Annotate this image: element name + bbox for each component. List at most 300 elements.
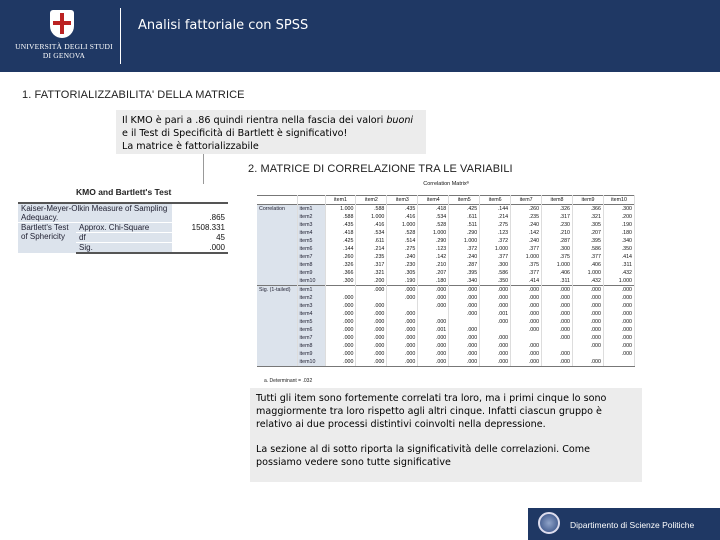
bartlett-stat-sig: Sig. — [76, 243, 172, 254]
matrix-cell: .000 — [511, 350, 542, 358]
matrix-cell: .290 — [449, 229, 480, 237]
matrix-cell: .372 — [480, 237, 511, 245]
matrix-group-correlation — [257, 221, 297, 229]
matrix-cell: .000 — [573, 302, 604, 310]
matrix-column-header: item9 — [573, 196, 604, 205]
matrix-cell: .425 — [325, 237, 356, 245]
matrix-cell: .000 — [542, 318, 573, 326]
bartlett-label: Bartlett's Test of Sphericity — [18, 223, 76, 254]
matrix-cell: .000 — [387, 358, 418, 367]
matrix-cell: .326 — [542, 205, 573, 214]
matrix-row — [257, 237, 635, 245]
kmo-note-line2: e il Test di Specificità di Bartlett è significativo! — [122, 128, 348, 139]
matrix-cell — [387, 302, 418, 310]
matrix-cell: .350 — [480, 277, 511, 286]
matrix-row-label: item3 — [297, 221, 325, 229]
matrix-cell: .000 — [542, 350, 573, 358]
matrix-row-label: item7 — [297, 253, 325, 261]
matrix-cell: .000 — [603, 310, 634, 318]
matrix-cell — [573, 350, 604, 358]
matrix-cell: .000 — [356, 302, 387, 310]
matrix-cell: .000 — [603, 294, 634, 302]
matrix-cell: .000 — [325, 350, 356, 358]
matrix-row-label: item5 — [297, 318, 325, 326]
matrix-row — [257, 326, 635, 334]
matrix-cell: .240 — [449, 253, 480, 261]
matrix-group-correlation — [257, 229, 297, 237]
matrix-cell: .311 — [542, 277, 573, 286]
matrix-group-correlation — [257, 269, 297, 277]
matrix-cell: 1.000 — [480, 245, 511, 253]
matrix-cell: .000 — [418, 334, 449, 342]
matrix-cell: .586 — [573, 245, 604, 253]
kmo-label: Kaiser-Meyer-Olkin Measure of Sampling Adequacy. — [18, 203, 172, 223]
matrix-cell: .414 — [511, 277, 542, 286]
matrix-row — [257, 286, 635, 295]
matrix-cell: .300 — [542, 245, 573, 253]
matrix-cell: 1.000 — [542, 261, 573, 269]
matrix-cell: .000 — [480, 334, 511, 342]
matrix-cell: .300 — [603, 205, 634, 214]
matrix-row — [257, 261, 635, 269]
matrix-group-significance — [257, 294, 297, 302]
matrix-cell: .000 — [418, 342, 449, 350]
matrix-cell: .000 — [418, 302, 449, 310]
matrix-cell — [356, 294, 387, 302]
matrix-group-correlation — [257, 261, 297, 269]
matrix-cell — [449, 318, 480, 326]
matrix-cell: .000 — [418, 318, 449, 326]
matrix-cell: .395 — [449, 269, 480, 277]
matrix-cell: .000 — [387, 334, 418, 342]
matrix-cell: .418 — [325, 229, 356, 237]
matrix-cell: .340 — [449, 277, 480, 286]
matrix-cell: .000 — [387, 350, 418, 358]
matrix-cell: .611 — [449, 213, 480, 221]
matrix-row-label: item3 — [297, 302, 325, 310]
matrix-cell: .432 — [573, 277, 604, 286]
matrix-cell: .305 — [387, 269, 418, 277]
bartlett-value-chi: 1508.331 — [172, 223, 228, 233]
matrix-row — [257, 253, 635, 261]
matrix-cell: .321 — [356, 269, 387, 277]
matrix-cell: .377 — [573, 253, 604, 261]
matrix-cell: .611 — [356, 237, 387, 245]
matrix-cell: .000 — [480, 318, 511, 326]
matrix-cell: .000 — [573, 342, 604, 350]
matrix-cell: .000 — [511, 302, 542, 310]
matrix-cell: .000 — [418, 286, 449, 295]
matrix-cell: .000 — [480, 358, 511, 367]
matrix-cell: 1.000 — [325, 205, 356, 214]
matrix-cell: .000 — [387, 318, 418, 326]
matrix-group-correlation — [257, 213, 297, 221]
connector-line — [203, 154, 204, 184]
matrix-cell: .528 — [418, 221, 449, 229]
matrix-cell: .000 — [573, 310, 604, 318]
matrix-column-header: item10 — [603, 196, 634, 205]
matrix-cell: .377 — [480, 253, 511, 261]
matrix-cell: .000 — [511, 326, 542, 334]
matrix-cell: .000 — [325, 326, 356, 334]
matrix-row — [257, 245, 635, 253]
matrix-row-label: item4 — [297, 310, 325, 318]
matrix-column-header: item3 — [387, 196, 418, 205]
matrix-cell: .000 — [356, 350, 387, 358]
matrix-cell: .000 — [542, 334, 573, 342]
matrix-group-significance — [257, 334, 297, 342]
matrix-cell: .000 — [603, 326, 634, 334]
matrix-row — [257, 269, 635, 277]
matrix-cell: .190 — [603, 221, 634, 229]
matrix-cell: .377 — [511, 245, 542, 253]
matrix-group-significance — [257, 342, 297, 350]
matrix-group-significance — [257, 326, 297, 334]
section-heading-1: 1. FATTORIALIZZABILITA' DELLA MATRICE — [22, 89, 245, 101]
bartlett-value-df: 45 — [172, 233, 228, 243]
matrix-cell: .000 — [325, 318, 356, 326]
kmo-table — [18, 202, 228, 254]
matrix-cell: .000 — [480, 294, 511, 302]
matrix-cell: .000 — [480, 342, 511, 350]
matrix-cell: .001 — [480, 310, 511, 318]
matrix-cell: .000 — [449, 350, 480, 358]
matrix-cell: .260 — [511, 205, 542, 214]
matrix-row-label: item9 — [297, 269, 325, 277]
matrix-cell: .000 — [542, 294, 573, 302]
department-seal-icon — [538, 512, 560, 534]
matrix-cell: .317 — [356, 261, 387, 269]
matrix-cell: .287 — [449, 261, 480, 269]
matrix-cell: .406 — [542, 269, 573, 277]
matrix-cell: .375 — [542, 253, 573, 261]
matrix-cell: .240 — [511, 221, 542, 229]
matrix-cell: 1.000 — [511, 253, 542, 261]
matrix-cell: .000 — [449, 286, 480, 295]
matrix-cell: .366 — [573, 205, 604, 214]
interpretation-para1: Tutti gli item sono fortemente correlati tra loro, ma i primi cinque lo sono maggiormente tra loro rispetto agli altri cinque. Infatti ciascun gruppo è relativo ai due processi distintivi coinvolti nella depressione. — [256, 393, 607, 430]
matrix-cell: .000 — [449, 342, 480, 350]
matrix-cell: .000 — [542, 302, 573, 310]
matrix-cell: .000 — [603, 350, 634, 358]
matrix-cell: .200 — [356, 277, 387, 286]
matrix-cell: .123 — [418, 245, 449, 253]
matrix-cell: .000 — [387, 294, 418, 302]
matrix-cell: .300 — [480, 261, 511, 269]
matrix-group-correlation — [257, 245, 297, 253]
matrix-cell: .372 — [449, 245, 480, 253]
matrix-cell: .144 — [325, 245, 356, 253]
matrix-group-significance: Sig. (1-tailed) — [257, 286, 297, 295]
matrix-cell: .416 — [387, 213, 418, 221]
matrix-group-significance — [257, 358, 297, 367]
matrix-cell: .207 — [573, 229, 604, 237]
matrix-cell: .000 — [511, 358, 542, 367]
matrix-cell: .000 — [573, 294, 604, 302]
matrix-cell: .230 — [387, 261, 418, 269]
matrix-cell: .123 — [480, 229, 511, 237]
matrix-row — [257, 334, 635, 342]
matrix-column-header: item8 — [542, 196, 573, 205]
matrix-cell: .000 — [449, 310, 480, 318]
matrix-cell: .528 — [387, 229, 418, 237]
matrix-row — [257, 318, 635, 326]
matrix-header-row — [257, 196, 635, 205]
matrix-cell: .000 — [418, 294, 449, 302]
matrix-cell: .534 — [418, 213, 449, 221]
matrix-cell: .000 — [449, 358, 480, 367]
matrix-cell — [542, 342, 573, 350]
university-name-line1: UNIVERSITÀ DEGLI STUDI — [15, 42, 113, 51]
matrix-cell: .142 — [511, 229, 542, 237]
matrix-cell: .180 — [418, 277, 449, 286]
matrix-cell: .235 — [356, 253, 387, 261]
matrix-cell: .000 — [449, 302, 480, 310]
kmo-note-line1-text: Il KMO è pari a .86 quindi rientra nella fascia dei valori — [122, 115, 387, 126]
matrix-row — [257, 213, 635, 221]
matrix-corner — [257, 196, 297, 205]
matrix-cell: 1.000 — [449, 237, 480, 245]
matrix-cell: .275 — [480, 221, 511, 229]
matrix-cell: .000 — [511, 286, 542, 295]
matrix-row-label: item6 — [297, 326, 325, 334]
matrix-cell: .000 — [542, 310, 573, 318]
matrix-row-label: item5 — [297, 237, 325, 245]
matrix-cell: .366 — [325, 269, 356, 277]
matrix-row-label: item8 — [297, 261, 325, 269]
matrix-cell: .000 — [356, 286, 387, 295]
matrix-cell — [603, 358, 634, 367]
matrix-group-correlation — [257, 277, 297, 286]
matrix-cell: .588 — [356, 205, 387, 214]
university-name — [8, 42, 120, 60]
matrix-cell: .416 — [356, 221, 387, 229]
matrix-cell: .000 — [325, 358, 356, 367]
matrix-cell: .418 — [418, 205, 449, 214]
matrix-cell: .377 — [511, 269, 542, 277]
interpretation-para2: La sezione al di sotto riporta la significatività delle correlazioni. Come possiamo vedere sono tutte significative — [256, 444, 591, 468]
matrix-cell: .000 — [480, 286, 511, 295]
matrix-cell: .000 — [387, 310, 418, 318]
matrix-cell: .000 — [356, 358, 387, 367]
matrix-row-label: item2 — [297, 213, 325, 221]
matrix-cell: .414 — [603, 253, 634, 261]
matrix-cell: .375 — [511, 261, 542, 269]
matrix-table — [257, 195, 635, 367]
matrix-row — [257, 229, 635, 237]
department-name: Dipartimento di Scienze Politiche — [570, 520, 695, 530]
matrix-cell: .000 — [480, 302, 511, 310]
matrix-row-label: item2 — [297, 294, 325, 302]
matrix-cell: .000 — [449, 326, 480, 334]
kmo-note-emphasis: buoni — [386, 115, 414, 126]
matrix-cell: .000 — [542, 286, 573, 295]
matrix-cell: .000 — [603, 342, 634, 350]
matrix-cell: .210 — [542, 229, 573, 237]
matrix-row — [257, 310, 635, 318]
matrix-cell: .534 — [356, 229, 387, 237]
matrix-group-correlation — [257, 253, 297, 261]
matrix-cell: .000 — [449, 294, 480, 302]
matrix-cell: .000 — [356, 342, 387, 350]
kmo-table-title: KMO and Bartlett's Test — [76, 187, 172, 197]
slide-title: Analisi fattoriale con SPSS — [138, 18, 309, 33]
matrix-cell: .000 — [325, 342, 356, 350]
matrix-row — [257, 358, 635, 367]
matrix-cell: .200 — [603, 213, 634, 221]
kmo-note — [116, 110, 426, 154]
matrix-title: Correlation Matrixª — [423, 181, 469, 187]
matrix-footnote: a. Determinant = .032 — [264, 378, 313, 384]
matrix-group-significance — [257, 350, 297, 358]
matrix-cell: .000 — [511, 310, 542, 318]
matrix-cell: .000 — [603, 302, 634, 310]
matrix-column-header: item1 — [325, 196, 356, 205]
matrix-cell: .000 — [325, 310, 356, 318]
matrix-cell: .000 — [603, 334, 634, 342]
matrix-cell: .000 — [542, 358, 573, 367]
matrix-column-header: item5 — [449, 196, 480, 205]
matrix-cell: .000 — [356, 318, 387, 326]
matrix-cell: .305 — [573, 221, 604, 229]
matrix-group-significance — [257, 302, 297, 310]
matrix-cell: .214 — [356, 245, 387, 253]
matrix-cell: .300 — [325, 277, 356, 286]
bartlett-stat-chi: Approx. Chi-Square — [76, 223, 172, 233]
matrix-cell: .000 — [387, 342, 418, 350]
header-bar — [0, 0, 720, 72]
matrix-row-label: item7 — [297, 334, 325, 342]
header-divider — [120, 8, 121, 64]
matrix-cell: .406 — [573, 261, 604, 269]
matrix-column-header: item7 — [511, 196, 542, 205]
matrix-cell: .000 — [542, 326, 573, 334]
matrix-cell: .000 — [573, 318, 604, 326]
matrix-cell: .260 — [325, 253, 356, 261]
matrix-cell: .000 — [573, 286, 604, 295]
matrix-group-significance — [257, 318, 297, 326]
matrix-row-label: item10 — [297, 277, 325, 286]
matrix-column-header: item6 — [480, 196, 511, 205]
matrix-row-label: item8 — [297, 342, 325, 350]
matrix-group-correlation: Correlation — [257, 205, 297, 214]
matrix-cell: .230 — [542, 221, 573, 229]
matrix-row — [257, 205, 635, 214]
matrix-cell: .207 — [418, 269, 449, 277]
bartlett-stat-df: df — [76, 233, 172, 243]
matrix-row — [257, 277, 635, 286]
matrix-cell: 1.000 — [418, 229, 449, 237]
matrix-row-label: item10 — [297, 358, 325, 367]
matrix-cell: .425 — [449, 205, 480, 214]
matrix-row-label: item1 — [297, 286, 325, 295]
matrix-cell: .142 — [418, 253, 449, 261]
matrix-cell: .000 — [356, 334, 387, 342]
matrix-cell: 1.000 — [387, 221, 418, 229]
matrix-row-label: item4 — [297, 229, 325, 237]
kmo-value: .865 — [172, 203, 228, 223]
matrix-cell: .588 — [325, 213, 356, 221]
matrix-row — [257, 294, 635, 302]
matrix-cell: .000 — [449, 334, 480, 342]
matrix-cell: .287 — [542, 237, 573, 245]
matrix-cell: 1.000 — [573, 269, 604, 277]
matrix-row — [257, 342, 635, 350]
matrix-cell: .000 — [573, 358, 604, 367]
matrix-cell: .000 — [573, 334, 604, 342]
matrix-cell — [480, 326, 511, 334]
matrix-cell — [511, 334, 542, 342]
matrix-cell: .395 — [573, 237, 604, 245]
matrix-row — [257, 221, 635, 229]
crest-icon — [50, 10, 74, 38]
bartlett-value-sig: .000 — [172, 243, 228, 254]
university-name-line2: DI GENOVA — [42, 51, 86, 60]
matrix-cell: .180 — [603, 229, 634, 237]
matrix-cell: .000 — [387, 286, 418, 295]
matrix-cell — [325, 286, 356, 295]
matrix-cell — [418, 310, 449, 318]
matrix-cell: .000 — [480, 350, 511, 358]
matrix-column-header: item4 — [418, 196, 449, 205]
matrix-cell: .290 — [418, 237, 449, 245]
matrix-cell: .000 — [511, 342, 542, 350]
matrix-group-significance — [257, 310, 297, 318]
matrix-cell: .001 — [418, 326, 449, 334]
matrix-cell: .514 — [387, 237, 418, 245]
matrix-cell: .144 — [480, 205, 511, 214]
correlation-matrix — [257, 181, 635, 379]
matrix-row-label: item6 — [297, 245, 325, 253]
matrix-cell: .350 — [603, 245, 634, 253]
matrix-cell: .190 — [387, 277, 418, 286]
matrix-cell: .432 — [603, 269, 634, 277]
matrix-cell: .000 — [418, 350, 449, 358]
matrix-row-label: item9 — [297, 350, 325, 358]
matrix-cell: .240 — [387, 253, 418, 261]
matrix-cell: .321 — [573, 213, 604, 221]
kmo-note-line3: La matrice è fattorializzabile — [122, 141, 259, 152]
matrix-cell: .000 — [325, 294, 356, 302]
section-heading-2: 2. MATRICE DI CORRELAZIONE TRA LE VARIABILI — [248, 163, 513, 175]
matrix-cell: .326 — [325, 261, 356, 269]
matrix-row-label: item1 — [297, 205, 325, 214]
matrix-cell: .000 — [325, 334, 356, 342]
matrix-row — [257, 350, 635, 358]
footer-bar — [528, 508, 720, 540]
matrix-corner — [297, 196, 325, 205]
matrix-cell: .000 — [325, 302, 356, 310]
matrix-cell: .000 — [511, 294, 542, 302]
matrix-cell: .000 — [603, 286, 634, 295]
matrix-cell: .000 — [573, 326, 604, 334]
matrix-group-correlation — [257, 237, 297, 245]
kmo-note-line1 — [122, 114, 420, 127]
matrix-cell: 1.000 — [603, 277, 634, 286]
matrix-cell: .210 — [418, 261, 449, 269]
matrix-cell: .340 — [603, 237, 634, 245]
matrix-row — [257, 302, 635, 310]
university-logo — [8, 6, 120, 66]
matrix-cell: .275 — [387, 245, 418, 253]
interpretation-note — [250, 388, 642, 482]
matrix-column-header: item2 — [356, 196, 387, 205]
matrix-cell: .000 — [418, 358, 449, 367]
matrix-cell: .311 — [603, 261, 634, 269]
matrix-cell: .214 — [480, 213, 511, 221]
matrix-cell: .435 — [387, 205, 418, 214]
matrix-cell: .235 — [511, 213, 542, 221]
